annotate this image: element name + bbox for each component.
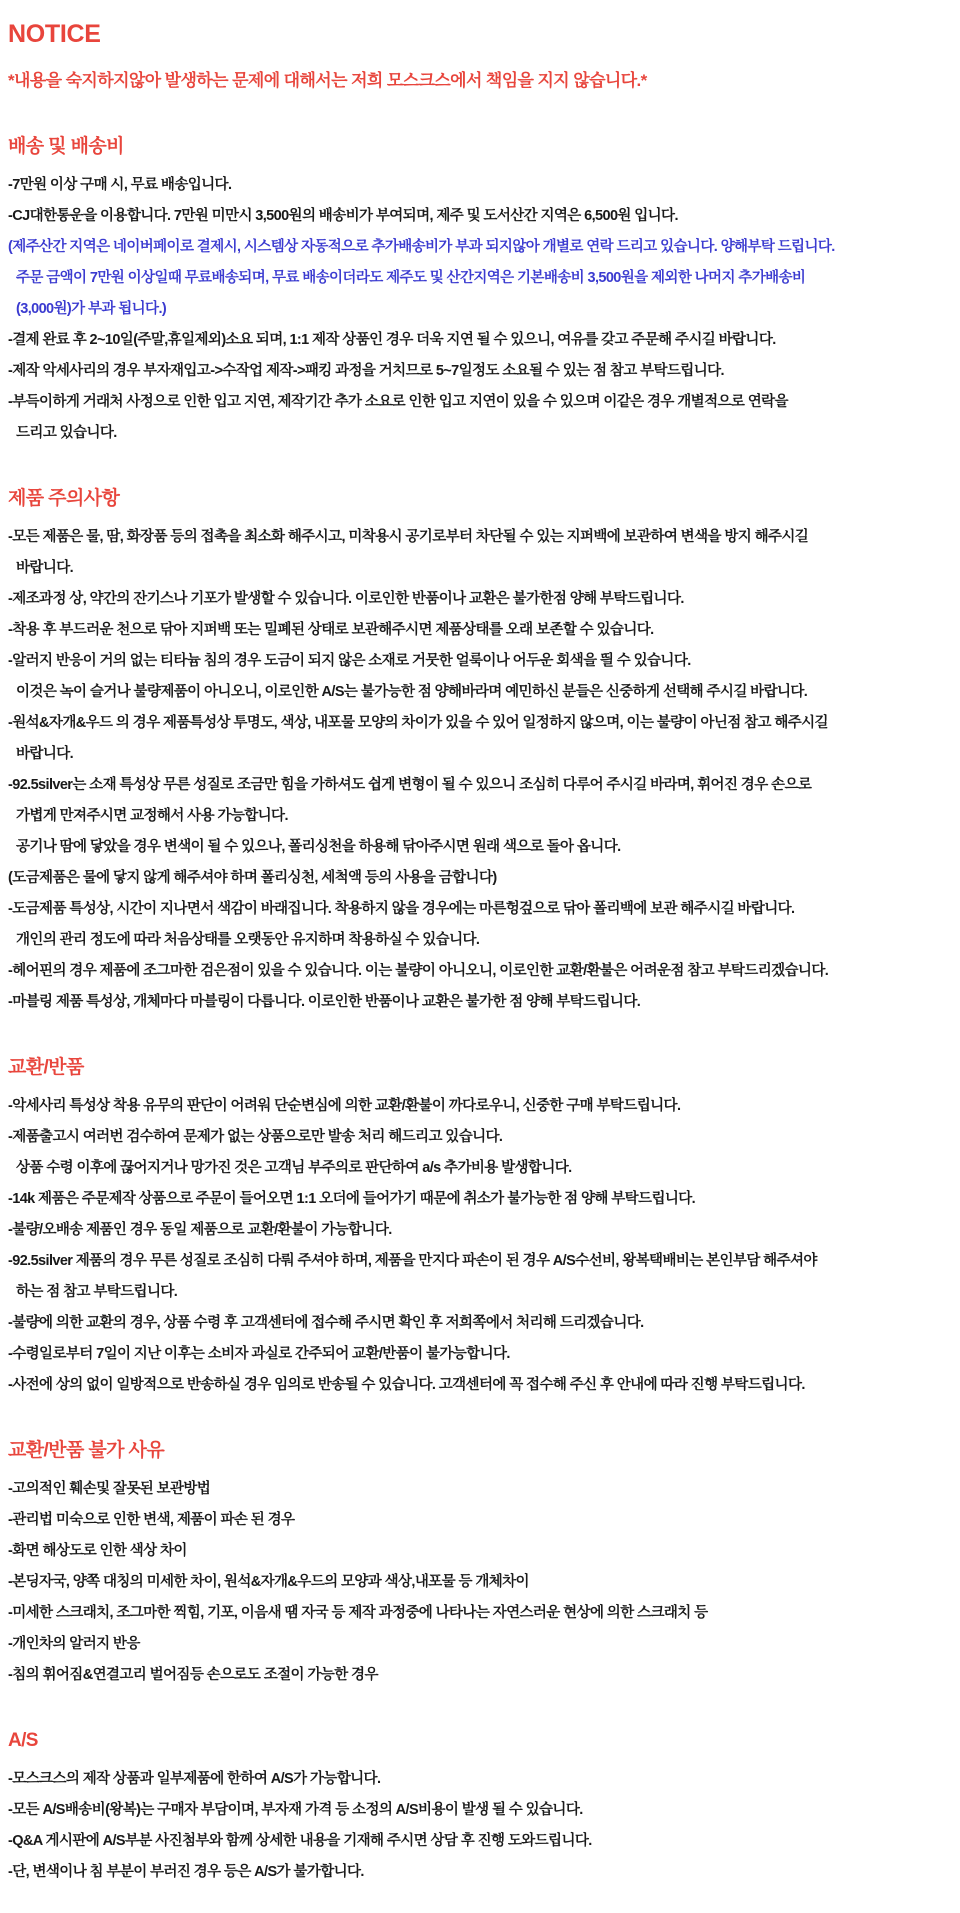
notice-line: (제주산간 지역은 네이버페이로 결제시, 시스템상 자동적으로 추가배송비가 부과 되지않아 개별로 연락 드리고 있습니다. 양해부탁 드립니다. xyxy=(8,239,835,255)
notice-sections xyxy=(8,134,952,1883)
notice-line: -Q&A 게시판에 A/S부분 사진첨부와 함께 상세한 내용을 기재해 주시면 상담 후 진행 도와드립니다. xyxy=(8,1832,592,1849)
notice-line: -미세한 스크래치, 조그마한 찍힘, 기포, 이음새 땜 자국 등 제작 과정중에 나타나는 자연스러운 현상에 의한 스크래치 등 xyxy=(8,1605,708,1622)
notice-line: -제작 악세사리의 경우 부자재입고->수작업 제작->패킹 과정을 거치므로 5~7일정도 소요될 수 있는 점 참고 부탁드립니다. xyxy=(8,363,724,380)
notice-line: -고의적인 훼손및 잘못된 보관방법 xyxy=(8,1480,211,1497)
notice-line: 가볍게 만져주시면 교정해서 사용 가능합니다. xyxy=(16,808,288,825)
notice-line: -알러지 반응이 거의 없는 티타늄 침의 경우 도금이 되지 않은 소재로 거뭇한 얼룩이나 어두운 회색을 띌 수 있습니다. xyxy=(8,652,691,669)
section-heading: 교환/반품 xyxy=(8,1057,84,1079)
notice-line: 하는 점 참고 부탁드립니다. xyxy=(16,1284,178,1301)
notice-line: -악세사리 특성상 착용 유무의 판단이 어려워 단순변심에 의한 교환/환불이 까다로우니, 신중한 구매 부탁드립니다. xyxy=(8,1098,681,1114)
notice-line: 공기나 땀에 닿았을 경우 변색이 될 수 있으나, 폴리싱천을 하용해 닦아주시면 원래 색으로 돌아 옵니다. xyxy=(16,839,621,856)
notice-line: -헤어핀의 경우 제품에 조그마한 검은점이 있을 수 있습니다. 이는 불량이 아니오니, 이로인한 교환/환불은 어려운점 참고 부탁드리겠습니다. xyxy=(8,963,829,980)
notice-line: -제품출고시 여러번 검수하여 문제가 없는 상품으로만 발송 처리 해드리고 있습니다. xyxy=(8,1129,503,1146)
notice-line: -불량/오배송 제품인 경우 동일 제품으로 교환/환불이 가능합니다. xyxy=(8,1222,392,1239)
notice-line: -착용 후 부드러운 천으로 닦아 지퍼백 또는 밀폐된 상태로 보관해주시면 제품상태를 오래 보존할 수 있습니다. xyxy=(8,621,654,638)
notice-line: -도금제품 특성상, 시간이 지나면서 색감이 바래집니다. 착용하지 않을 경우에는 마른헝겊으로 닦아 폴리백에 보관 해주시길 바랍니다. xyxy=(8,901,795,918)
section-heading: 교환/반품 불가 사유 xyxy=(8,1440,165,1462)
notice-line: -수령일로부터 7일이 지난 이후는 소비자 과실로 간주되어 교환/반품이 불가능합니다. xyxy=(8,1346,510,1363)
notice-line: 개인의 관리 정도에 따라 처음상태를 오랫동안 유지하며 착용하실 수 있습니다. xyxy=(16,932,480,949)
notice-line: -원석&자개&우드 의 경우 제품특성상 투명도, 색상, 내포물 모양의 차이가 있을 수 있어 일정하지 않으며, 이는 불량이 아닌점 참고 해주시길 xyxy=(8,715,828,732)
notice-line: -불량에 의한 교환의 경우, 상품 수령 후 고객센터에 접수해 주시면 확인 후 저희쪽에서 처리해 드리겠습니다. xyxy=(8,1315,644,1332)
notice-line: -7만원 이상 구매 시, 무료 배송입니다. xyxy=(8,176,232,193)
notice-line: -침의 휘어짐&연결고리 벌어짐등 손으로도 조절이 가능한 경우 xyxy=(8,1667,378,1684)
notice-section xyxy=(8,1055,952,1396)
notice-line: 이것은 녹이 슬거나 불량제품이 아니오니, 이로인한 A/S는 불가능한 점 양해바라며 예민하신 분들은 신중하게 선택해 주시길 바랍니다. xyxy=(16,684,808,701)
notice-line: 바랍니다. xyxy=(16,746,74,763)
notice-line: 상품 수령 이후에 끊어지거나 망가진 것은 고객님 부주의로 판단하여 a/s 추가비용 발생합니다. xyxy=(16,1160,572,1177)
notice-disclaimer: *내용을 숙지하지않아 발생하는 문제에 대해서는 저희 모스크스에서 책임을 지지 않습니다.* xyxy=(8,70,647,90)
notice-line: -사전에 상의 없이 일방적으로 반송하실 경우 임의로 반송될 수 있습니다. 고객센터에 꼭 접수해 주신 후 안내에 따라 진행 부탁드립니다. xyxy=(8,1377,805,1394)
notice-line: -제조과정 상, 약간의 잔기스나 기포가 발생할 수 있습니다. 이로인한 반품이나 교환은 불가한점 양해 부탁드립니다. xyxy=(8,590,684,607)
notice-line: -부득이하게 거래처 사정으로 인한 입고 지연, 제작기간 추가 소요로 인한 입고 지연이 있을 수 있으며 이같은 경우 개별적으로 연락을 xyxy=(8,394,788,411)
notice-line: 바랍니다. xyxy=(16,559,74,576)
section-heading: A/S xyxy=(8,1730,38,1752)
notice-line: -14k 제품은 주문제작 상품으로 주문이 들어오면 1:1 오더에 들어가기 때문에 취소가 불가능한 점 양해 부탁드립니다. xyxy=(8,1191,696,1208)
notice-line: -개인차의 알러지 반응 xyxy=(8,1636,140,1653)
notice-section xyxy=(8,1728,952,1883)
notice-line: -본딩자국, 양쪽 대칭의 미세한 차이, 원석&자개&우드의 모양과 색상,내포물 등 개체차이 xyxy=(8,1574,529,1591)
notice-line: -모든 제품은 물, 땀, 화장품 등의 접촉을 최소화 해주시고, 미착용시 공기로부터 차단될 수 있는 지퍼백에 보관하여 변색을 방지 해주시길 xyxy=(8,528,809,545)
notice-line: -화면 해상도로 인한 색상 차이 xyxy=(8,1543,187,1560)
notice-line: -모든 A/S배송비(왕복)는 구매자 부담이며, 부자재 가격 등 소정의 A/S비용이 발생 될 수 있습니다. xyxy=(8,1801,583,1818)
notice-section xyxy=(8,134,952,444)
notice-section xyxy=(8,1438,952,1686)
page-title: NOTICE xyxy=(8,20,101,48)
section-heading: 배송 및 배송비 xyxy=(8,136,124,158)
notice-line: -마블링 제품 특성상, 개체마다 마블링이 다릅니다. 이로인한 반품이나 교환은 불가한 점 양해 부탁드립니다. xyxy=(8,994,641,1011)
notice-line: -CJ대한통운을 이용합니다. 7만원 미만시 3,500원의 배송비가 부여되며, 제주 및 도서산간 지역은 6,500원 입니다. xyxy=(8,207,678,224)
notice-line: -관리법 미숙으로 인한 변색, 제품이 파손 된 경우 xyxy=(8,1511,295,1528)
notice-line: 드리고 있습니다. xyxy=(16,425,117,442)
notice-line: (도금제품은 물에 닿지 않게 해주셔야 하며 폴리싱천, 세척액 등의 사용을 금합니다) xyxy=(8,870,497,887)
notice-line: -92.5silver 제품의 경우 무른 성질로 조심히 다뤄 주셔야 하며, 제품을 만지다 파손이 된 경우 A/S수선비, 왕복택배비는 본인부담 해주셔야 xyxy=(8,1253,817,1270)
notice-line: -92.5silver는 소재 특성상 무른 성질로 조금만 힘을 가하셔도 쉽게 변형이 될 수 있으니 조심히 다루어 주시길 바라며, 휘어진 경우 손으로 xyxy=(8,777,812,794)
notice-line: 주문 금액이 7만원 이상일때 무료배송되며, 무료 배송이더라도 제주도 및 산간지역은 기본배송비 3,500원을 제외한 나머지 추가배송비 xyxy=(16,270,806,287)
notice-section xyxy=(8,486,952,1013)
notice-line: -결제 완료 후 2~10일(주말,휴일제외)소요 되며, 1:1 제작 상품인 경우 더욱 지연 될 수 있으니, 여유를 갖고 주문해 주시길 바랍니다. xyxy=(8,332,776,349)
notice-line: -모스크스의 제작 상품과 일부제품에 한하여 A/S가 가능합니다. xyxy=(8,1770,381,1787)
section-heading: 제품 주의사항 xyxy=(8,488,120,510)
notice-line: -단, 변색이나 침 부분이 부러진 경우 등은 A/S가 불가합니다. xyxy=(8,1863,364,1880)
notice-line: (3,000원)가 부과 됩니다.) xyxy=(16,301,167,318)
